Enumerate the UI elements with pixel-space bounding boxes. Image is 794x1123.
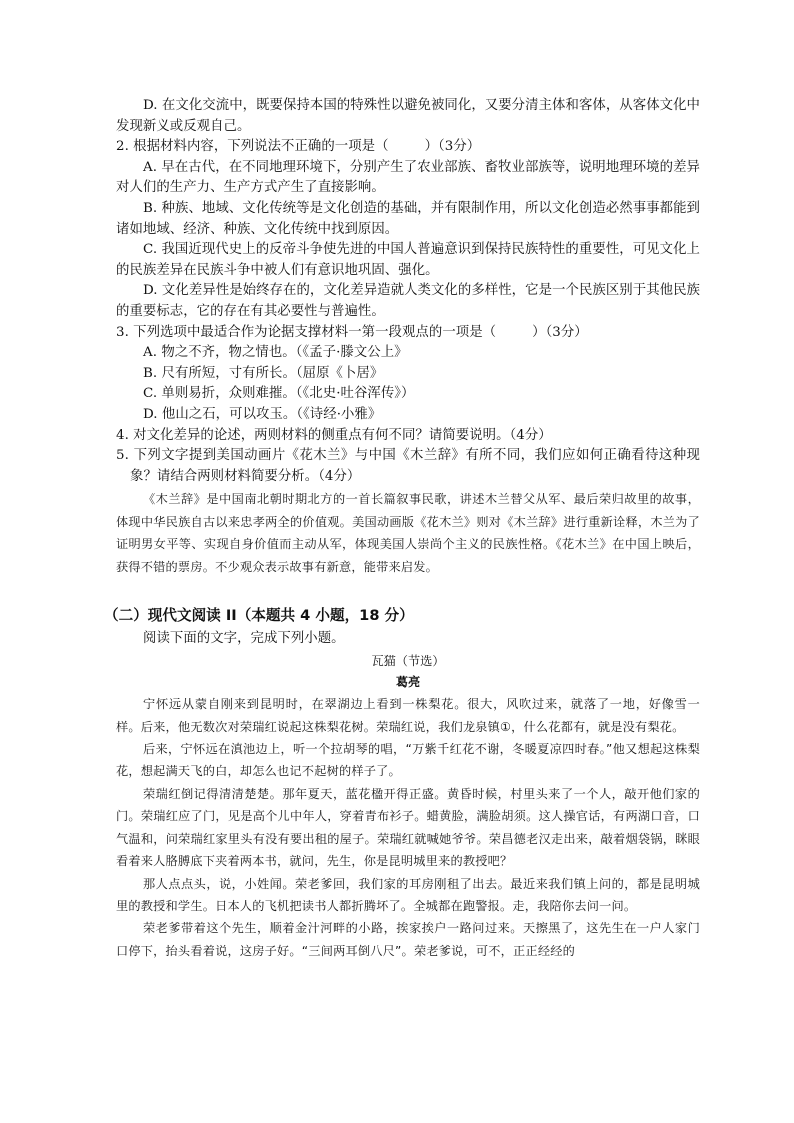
story-paragraph: 后来，宁怀远在滇池边上，听一个拉胡琴的唱，“万紫千红花不谢，冬暖夏凉四时春。”他又想起这株梨花，想起满天飞的白，却怎么也记不起树的样子了。 bbox=[116, 742, 700, 779]
q3-stem-text: 3. 下列选项中最适合作为论据支撑材料一第一段观点的一项是（ bbox=[116, 324, 497, 340]
story-title: 瓦猫（节选） bbox=[371, 654, 445, 669]
q5-material: 《木兰辞》是中国南北朝时期北方的一首长篇叙事民歌，讲述木兰替父从军、最后荣归故里的故事，体现中华民族自古以来忠孝两全的价值观。美国动画版《花木兰》则对《木兰辞》进行重新诠释，木兰为了证明男女平等、实现自身价值而主动从军，体现美国人崇尚个主义的民族性格。《花木兰》在中国上映后，获得不错的票房。不少观众表示故事有新意，能带来启发。 bbox=[116, 492, 700, 575]
story-paragraph: 那人点点头，说，小姓闻。荣老爹回，我们家的耳房刚租了出去。最近来我们镇上问的，都是昆明城里的教授和学生。日本人的飞机把读书人都折腾坏了。全城都在跑警报。走，我陪你去问一问。 bbox=[116, 876, 700, 913]
q2-option-a: A. 早在古代，在不同地理环境下，分别产生了农业部族、畜牧业部族等，说明地理环境的差异对人们的生产力、生产方式产生了直接影响。 bbox=[116, 159, 700, 196]
q5-stem: 5. 下列文字提到美国动画片《花木兰》与中国《木兰辞》有所不同，我们应如何正确看待这种现象？请结合两则材料简要分析。（4分） bbox=[116, 448, 700, 484]
story-paragraph: 宁怀远从蒙自刚来到昆明时，在翠湖边上看到一株梨花。很大，风吹过来，就落了一地，好像雪一样。后来，他无数次对荣瑞红说起这株梨花树。荣瑞红说，我们龙泉镇①，什么花都有，就是没有梨花。 bbox=[116, 697, 700, 734]
q3-option-a: A. 物之不齐，物之情也。（《孟子·滕文公上》 bbox=[143, 345, 408, 361]
q1-option-d: D. 在文化交流中，既要保持本国的特殊性以避免被同化，又要分清主体和客体，从客体文化中发现新义或反观自己。 bbox=[116, 98, 700, 134]
story-author: 葛亮 bbox=[395, 675, 421, 690]
q2-option-d: D. 文化差异性是始终存在的，文化差异造就人类文化的多样性，它是一个民族区别于其他民族的重要标志，它的存在有其必要性与普遍性。 bbox=[116, 283, 700, 319]
page-content bbox=[104, 96, 700, 962]
section-heading: （二）现代文阅读 II（本题共 4 小题，18 分） bbox=[104, 606, 414, 624]
q3-stem-points: ）（3分） bbox=[532, 324, 588, 340]
q2-option-c: C. 我国近现代史上的反帝斗争使先进的中国人普遍意识到保持民族特性的重要性，可见文化上的民族差异在民族斗争中被人们有意识地巩固、强化。 bbox=[116, 242, 700, 278]
q2-stem-points: ）（3分） bbox=[424, 139, 481, 155]
q3-option-c: C. 单则易折，众则难摧。（《北史·吐谷浑传》） bbox=[143, 386, 415, 402]
q3-stem bbox=[116, 323, 700, 344]
q2-stem bbox=[116, 137, 700, 158]
section-spacer bbox=[116, 579, 700, 605]
q3-option-d: D. 他山之石，可以攻玉。（《诗经·小雅》 bbox=[143, 406, 382, 422]
q2-option-b: B. 种族、地域、文化传统等是文化创造的基础，并有限制作用，所以文化创造必然事事都能到诸如地域、经济、种族、文化传统中找到原因。 bbox=[116, 200, 700, 237]
q3-option-b: B. 尺有所短，寸有所长。（屈原《卜居》 bbox=[143, 365, 384, 381]
section-instruction: 阅读下面的文字，完成下列小题。 bbox=[143, 630, 345, 646]
q2-stem-text: 2. 根据材料内容，下列说法不正确的一项是（ bbox=[116, 139, 389, 155]
q4-stem: 4. 对文化差异的论述，两则材料的侧重点有何不同？请简要说明。（4分） bbox=[116, 427, 552, 443]
story-paragraph: 荣瑞红倒记得清清楚楚。那年夏天，蓝花楹开得正盛。黄昏时候，村里头来了一个人，敲开他们家的门。荣瑞红应了门，见是高个儿中年人，穿着青布衫子。蜡黄脸，满脸胡须。这人操官话，有两湖口音，口气温和，问荣瑞红家里头有没有要出租的屋子。荣瑞红就喊她爷爷。荣昌德老汉走出来，敲着烟袋锅，眯眼看着来人胳膊底下夹着两本书，就问，先生，你是昆明城里来的教授吧？ bbox=[116, 786, 700, 869]
story-paragraph: 荣老爹带着这个先生，顺着金汁河畔的小路，挨家挨户一路问过来。天擦黑了，这先生在一户人家门口停下，抬头看着说，这房子好。“三间两耳倒八尺”。荣老爹说，可不，正正经经的 bbox=[116, 921, 700, 958]
